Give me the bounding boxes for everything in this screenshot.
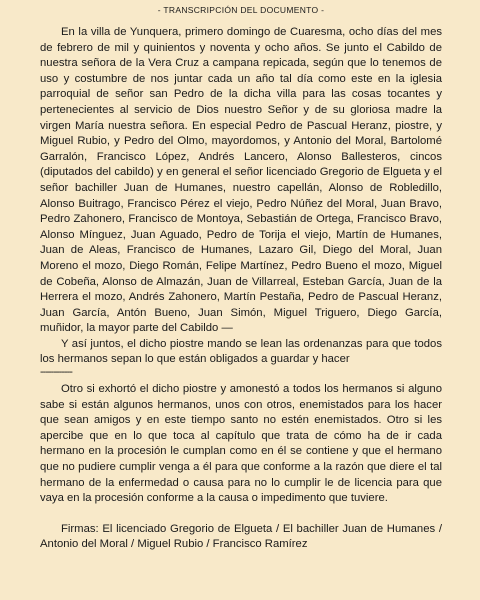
- paragraph-ordinances: Y así juntos, el dicho piostre mando se lean las ordenanzas para que todos los hermanos sepan lo que están obligados a guardar y hacer: [40, 337, 442, 366]
- document-title: - TRANSCRIPCIÓN DEL DOCUMENTO -: [157, 5, 325, 15]
- separator-line: ------------: [40, 366, 72, 379]
- paragraph-cabildo-meeting: En la villa de Yunquera, primero domingo de Cuaresma, ocho días del mes de febrero de mil y quinientos y noventa y ocho años. Se junto el Cabildo de nuestra señora de la Vera Cruz a campana repicada, según que lo tenemos de uso y costumbre de nos juntar cada un año tal día como este en la iglesia parroquial de señor san Pedro de la dicha villa para las cosas tocantes y pertenecientes al servicio de Dios nuestro Señor y de su gloriosa madre la virgen María nuestra señora. En especial Pedro de Pascual Heranz, piostre, y Miguel Rubio, y Pedro del Olmo, mayordomos, y Antonio del Moral, Bartolomé Garralón, Francisco López, Andrés Lancero, Alonso Ballesteros, cincos (diputados del cabildo) y en general el señor licenciado Gregorio de Elgueta y el señor bachiller Juan de Humanes, nuestro capellán, Alonso de Robledillo, Alonso Buitrago, Francisco Pérez el viejo, Pedro Núñez del Moral, Juan Bravo, Pedro Zahonero, Francisco de Montoya, Sebastián de Ortega, Francisco Bravo, Alonso Mínguez, Juan Aguado, Pedro de Torija el viejo, Martín de Humanes, Juan de Aleas, Francisco de Humanes, Lazaro Gil, Diego del Moral, Juan Moreno el mozo, Diego Román, Felipe Martínez, Pedro Bueno el mozo, Miguel de Cobeña, Alonso de Almazán, Juan de Villarreal, Esteban García, Juan de la Herrera el mozo, Andrés Zahonero, Martín Pestaña, Pedro de Pascual Heranz, Juan García, Antón Bueno, Juan Simón, Miguel Triguero, Diego García, muñidor, la mayor parte del Cabildo —: [40, 26, 442, 335]
- paragraph-gap: [40, 507, 442, 522]
- paragraph-signatures: Firmas: El licenciado Gregorio de Elgueta / El bachiller Juan de Humanes / Antonio del Moral / Miguel Rubio / Francisco Ramírez: [40, 522, 442, 551]
- paragraph-exhortation: Otro si exhortó el dicho piostre y amonestó a todos los hermanos si alguno sabe si están algunos hermanos, unos con otros, enemistados para los hacer que sean amigos y en este tiempo santo no estén enemistados. Otro si les apercibe que en lo que toca al capítulo que trata de cómo ha de ir cada hermano en la procesión le cumplan como en él se contiene y que el hermano que no pudiere cumplir venga a él para que conforme a la razón que diere el tal hermano de la enfermedad o causa para no lo cumplir le de licencia para que vaya en la procesión conforme a la causa o impedimento que tuviere.: [40, 383, 442, 505]
